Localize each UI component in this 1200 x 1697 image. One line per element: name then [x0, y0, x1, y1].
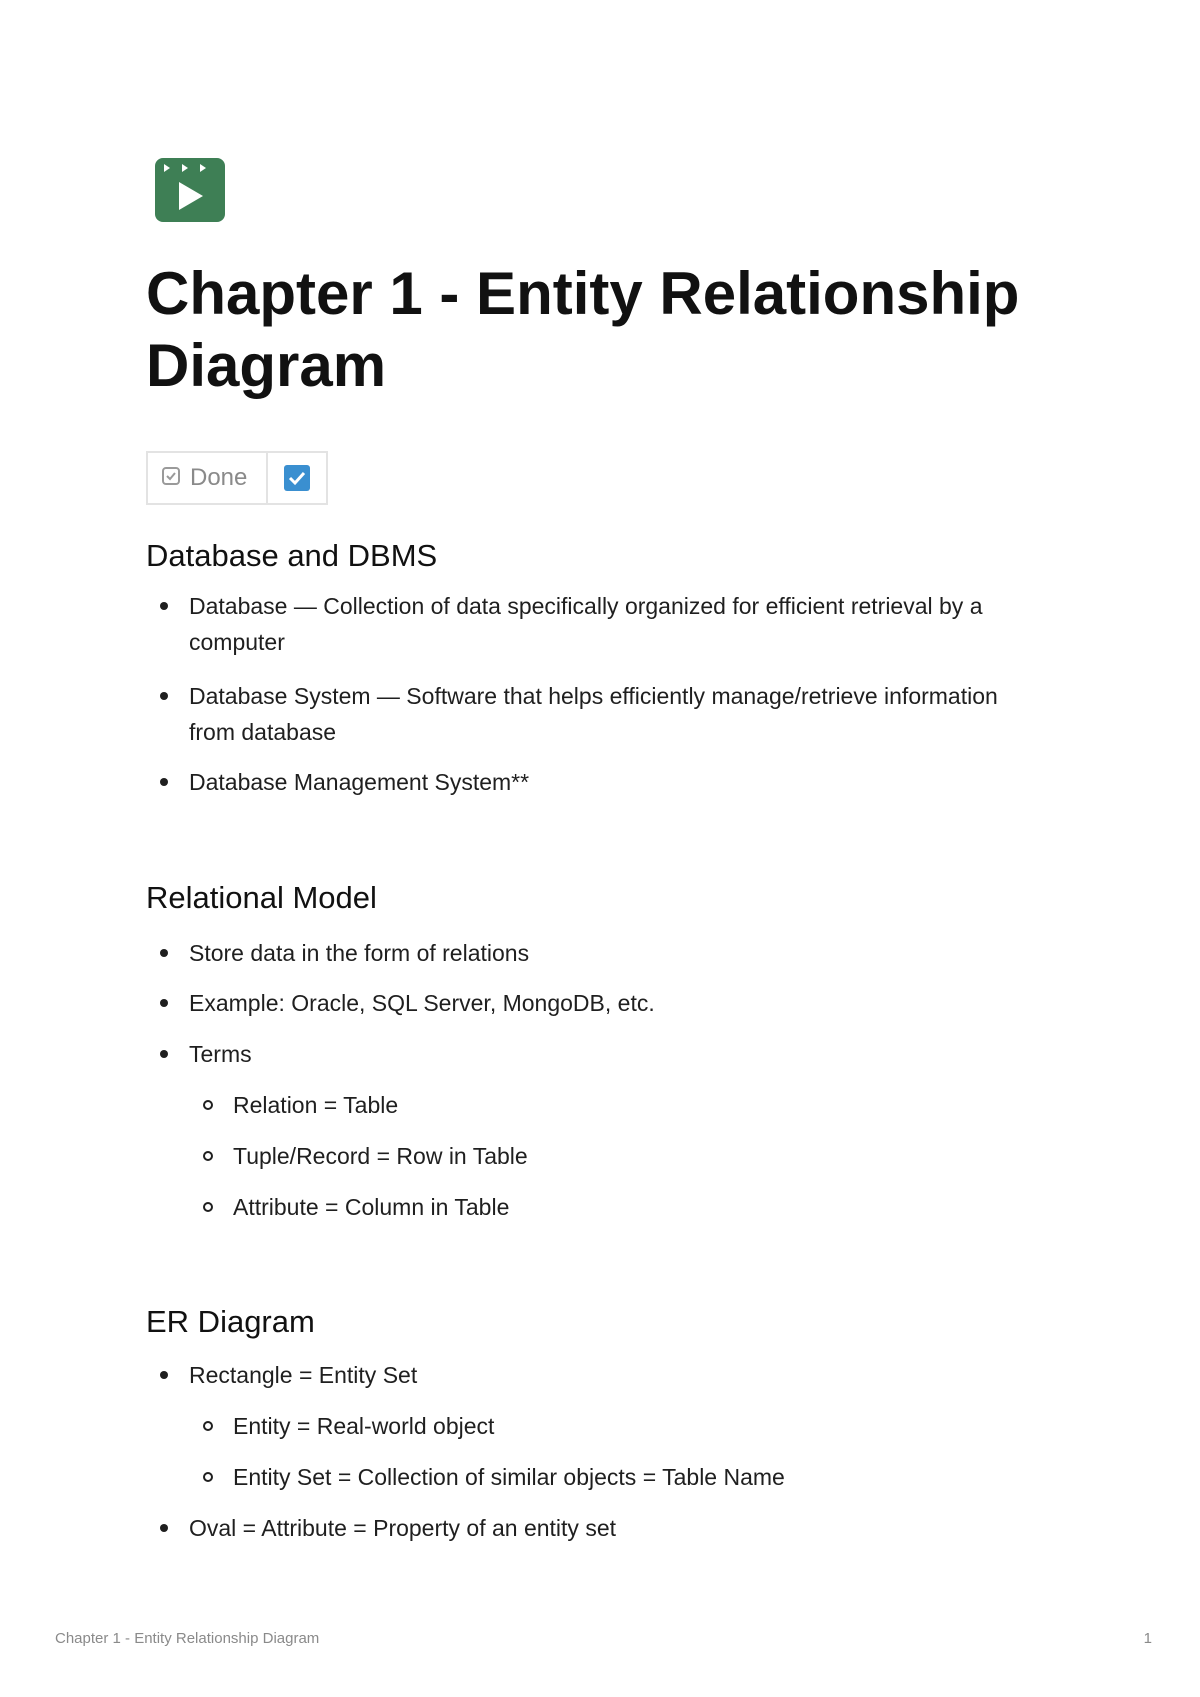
- bullet-dot: [160, 692, 168, 700]
- sub-bullet-circle: [203, 1202, 213, 1212]
- bullet-dot: [160, 1050, 168, 1058]
- list-item: Relation = Table: [146, 1087, 1046, 1138]
- bullet-list-relational: [146, 935, 1046, 1225]
- bullet-dot: [160, 1524, 168, 1532]
- section-heading-database-dbms: Database and DBMS: [146, 538, 438, 573]
- bullet-dot: [160, 778, 168, 786]
- list-item: Database System — Software that helps efficiently manage/retrieve information from database: [146, 678, 1046, 764]
- property-name-cell: [146, 451, 267, 505]
- bullet-dot: [160, 1371, 168, 1379]
- list-item: Entity = Real-world object: [146, 1408, 1046, 1459]
- done-checkbox[interactable]: [267, 451, 328, 505]
- list-item: Database — Collection of data specifically organized for efficient retrieval by a computer: [146, 588, 1046, 678]
- sub-bullet-circle: [203, 1421, 213, 1431]
- list-item: Terms: [146, 1036, 1046, 1087]
- checked-checkbox-icon: [284, 465, 310, 491]
- sub-bullet-circle: [203, 1151, 213, 1161]
- checkbox-property-icon: [162, 464, 180, 492]
- list-item: Example: Oracle, SQL Server, MongoDB, etc.: [146, 985, 1046, 1036]
- bullet-dot: [160, 949, 168, 957]
- list-item: Tuple/Record = Row in Table: [146, 1138, 1046, 1189]
- footer-title: Chapter 1 - Entity Relationship Diagram: [55, 1630, 320, 1647]
- bullet-dot: [160, 602, 168, 610]
- list-item: Database Management System**: [146, 764, 1046, 800]
- sub-bullet-circle: [203, 1100, 213, 1110]
- bullet-list-er-diagram: [146, 1357, 1046, 1546]
- page-title: Chapter 1 - Entity Relationship Diagram: [146, 260, 1020, 399]
- bullet-dot: [160, 999, 168, 1007]
- list-item: Store data in the form of relations: [146, 935, 1046, 985]
- footer-page-number: 1: [1143, 1630, 1152, 1647]
- list-item: Oval = Attribute = Property of an entity set: [146, 1510, 1046, 1546]
- sub-bullet-circle: [203, 1472, 213, 1482]
- list-item: Attribute = Column in Table: [146, 1189, 1046, 1225]
- list-item: Entity Set = Collection of similar objects = Table Name: [146, 1459, 1046, 1510]
- section-heading-er-diagram: ER Diagram: [146, 1304, 315, 1339]
- list-item: Rectangle = Entity Set: [146, 1357, 1046, 1408]
- property-row: [146, 451, 328, 505]
- section-heading-relational-model: Relational Model: [146, 880, 377, 915]
- clapperboard-play-icon: [155, 158, 225, 222]
- property-name-label: Done: [190, 464, 248, 491]
- bullet-list-database: [146, 588, 1046, 800]
